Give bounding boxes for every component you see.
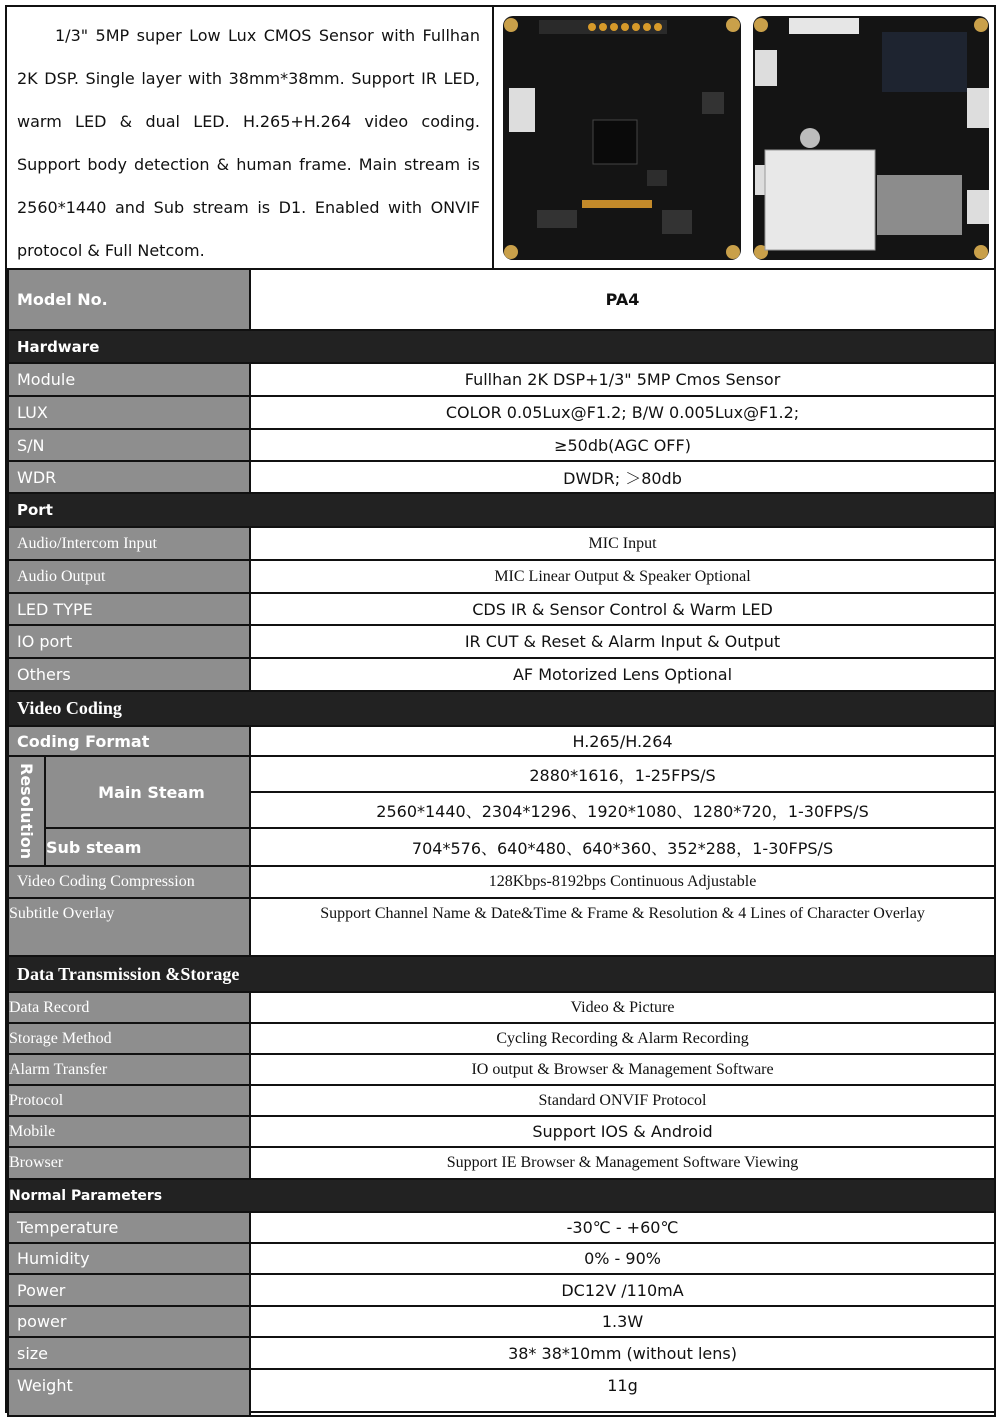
row-label: LED TYPE [8,593,250,625]
table-row [8,1054,995,1085]
section-normal: Normal Parameters [8,1179,995,1212]
spec-table [7,268,996,1417]
table-row [8,625,995,658]
row-label: Others [8,658,250,691]
row-value: 38* 38*10mm (without lens) [250,1337,995,1369]
row-label: Video Coding Compression [8,866,250,898]
row-label: Data Record [8,992,250,1023]
row-label: Weight [8,1369,250,1416]
table-row [8,658,995,691]
table-row [8,1243,995,1274]
row-value: Cycling Recording & Alarm Recording [250,1023,995,1054]
row-label: LUX [8,396,250,429]
row-label: Audio Output [8,560,250,593]
row-label: S/N [8,429,250,461]
row-value: DWDR; ＞80db [250,461,995,493]
row-value: MIC Input [250,527,995,560]
table-row [8,363,995,396]
spec-sheet [5,5,996,1413]
table-row [8,1212,995,1243]
row-value: CDS IR & Sensor Control & Warm LED [250,593,995,625]
table-row [8,756,995,792]
row-label: Coding Format [8,726,250,756]
table-row [8,560,995,593]
row-value: 1.3W [250,1306,995,1337]
main-stream-value-2: 2560*1440、2304*1296、1920*1080、1280*720，1-30FPS/S [250,792,995,828]
sub-stream-label: Sub steam [45,828,250,866]
row-label: Storage Method [8,1023,250,1054]
table-row [8,527,995,560]
row-value: IR CUT & Reset & Alarm Input & Output [250,625,995,658]
row-label: size [8,1337,250,1369]
row-label: Power [8,1274,250,1306]
table-row [8,898,995,956]
section-port: Port [8,493,995,527]
row-label: Module [8,363,250,396]
row-label: Protocol [8,1085,250,1116]
model-value: PA4 [250,269,995,330]
row-value: H.265/H.264 [250,726,995,756]
intro-text: 1/3" 5MP super Low Lux CMOS Sensor with Fullhan 2K DSP. Single layer with 38mm*38mm. Support IR LED, warm LED & dual LED. H.265+H.264 video coding. Support body detection & human frame. Main stream is 2560*1440 and Sub stream is D1. Enabled with ONVIF protocol & Full Netcom. [17,26,480,260]
table-row [8,828,995,866]
table-row [8,1274,995,1306]
main-stream-label: Main Steam [45,756,250,828]
row-value: Support IE Browser & Management Software Viewing [250,1147,995,1179]
table-row [8,396,995,429]
row-label: Alarm Transfer [8,1054,250,1085]
row-label: IO port [8,625,250,658]
table-row [8,461,995,493]
row-label: Temperature [8,1212,250,1243]
row-value: -30℃ - +60℃ [250,1212,995,1243]
row-value: ≥50db(AGC OFF) [250,429,995,461]
row-value: Support Channel Name & Date&Time & Frame & Resolution & 4 Lines of Character Overlay [250,898,995,956]
table-row [8,992,995,1023]
row-value: AF Motorized Lens Optional [250,658,995,691]
sub-stream-value: 704*576、640*480、640*360、352*288，1-30FPS/S [250,828,995,866]
table-row [8,726,995,756]
table-row [8,866,995,898]
table-row [8,1306,995,1337]
row-value: IO output & Browser & Management Software [250,1054,995,1085]
table-row [8,593,995,625]
pcb-board-photo [497,10,994,265]
main-stream-value-1: 2880*1616，1-25FPS/S [250,756,995,792]
row-value: Video & Picture [250,992,995,1023]
row-label: power [8,1306,250,1337]
table-row [8,1337,995,1369]
model-row [8,269,995,330]
intro-block [7,7,494,268]
table-row [8,1116,995,1147]
row-label: Subtitle Overlay [8,898,250,956]
section-video: Video Coding [8,691,995,726]
row-value: DC12V /110mA [250,1274,995,1306]
table-row [8,429,995,461]
row-value: 11g [250,1369,995,1416]
row-value: 0% - 90% [250,1243,995,1274]
row-label: Audio/Intercom Input [8,527,250,560]
row-label: WDR [8,461,250,493]
row-value: MIC Linear Output & Speaker Optional [250,560,995,593]
table-row [8,1085,995,1116]
row-value: Standard ONVIF Protocol [250,1085,995,1116]
row-label: Mobile [8,1116,250,1147]
table-row [8,1147,995,1179]
row-value: Fullhan 2K DSP+1/3" 5MP Cmos Sensor [250,363,995,396]
row-label: Humidity [8,1243,250,1274]
row-label: Browser [8,1147,250,1179]
table-row [8,1023,995,1054]
row-value: COLOR 0.05Lux@F1.2; B/W 0.005Lux@F1.2; [250,396,995,429]
resolution-label: Resolution [8,756,45,866]
row-value: Support IOS & Android [250,1116,995,1147]
section-storage: Data Transmission &Storage [8,956,995,992]
row-value: 128Kbps-8192bps Continuous Adjustable [250,866,995,898]
section-hardware: Hardware [8,330,995,363]
model-label: Model No. [8,269,250,330]
table-row [8,1369,995,1416]
